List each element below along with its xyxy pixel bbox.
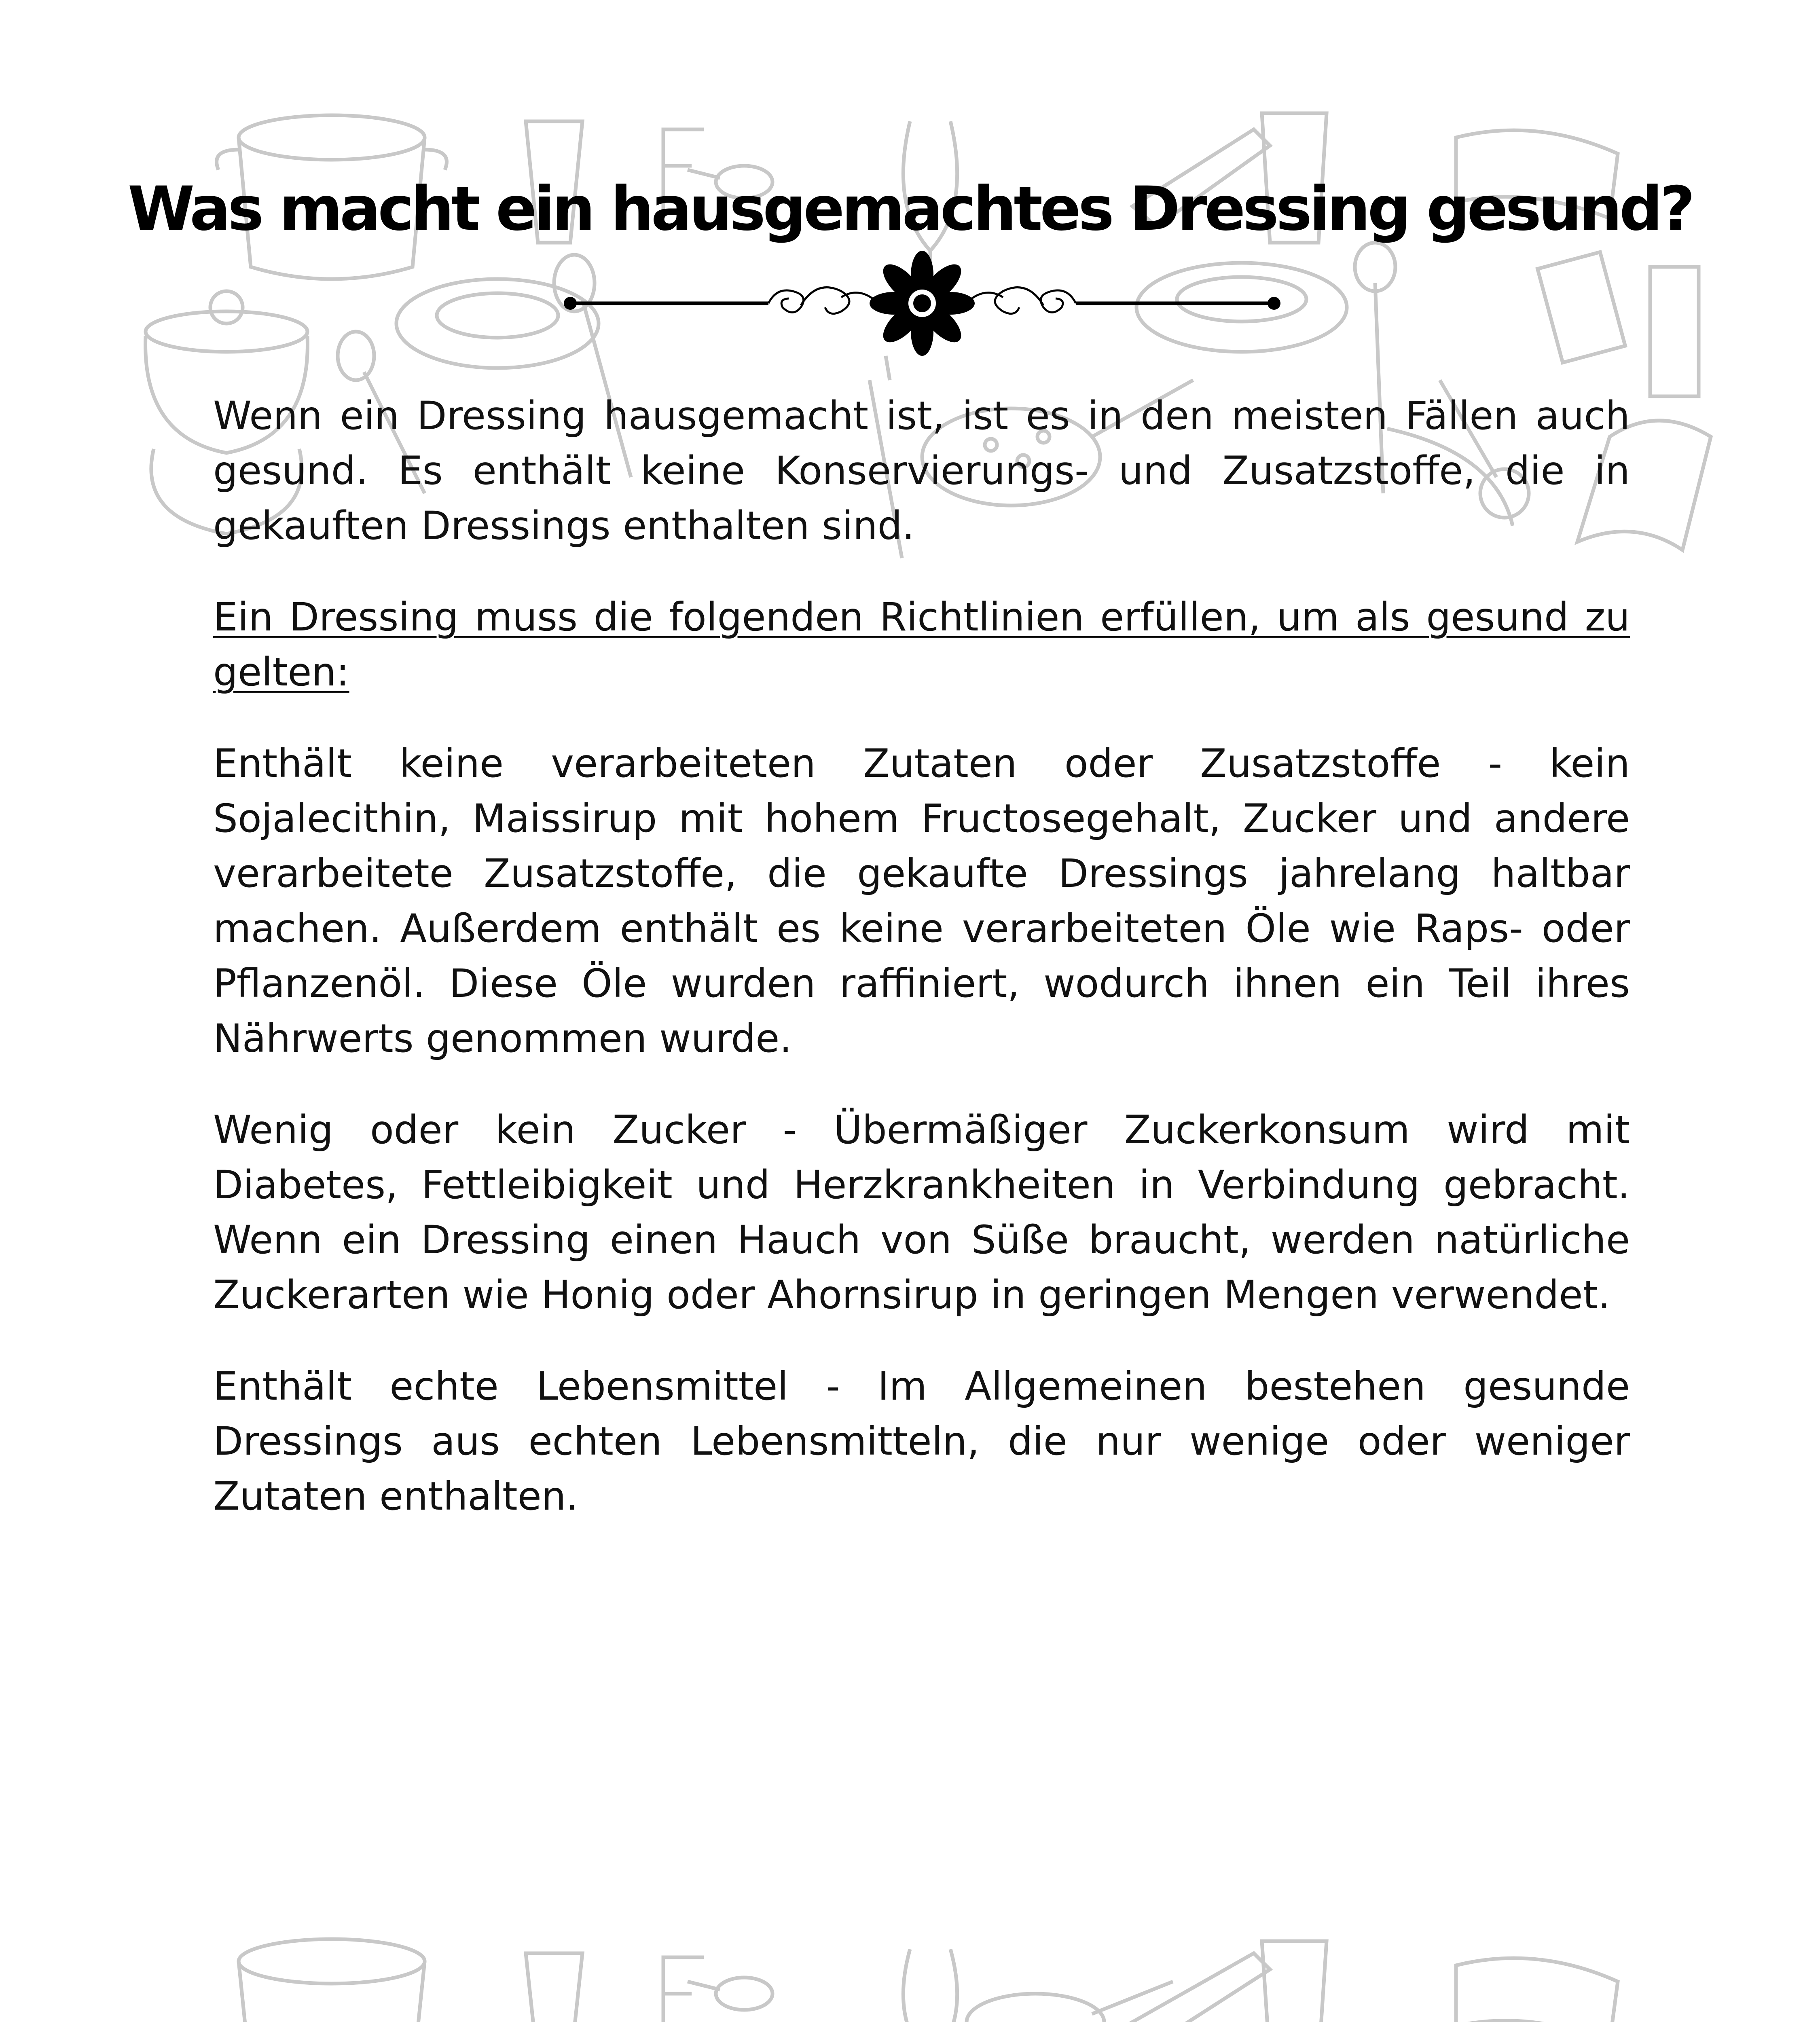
guidelines-heading: Ein Dressing muss die folgenden Richtlinien erfüllen, um als gesund zu gelten: [213,594,1630,695]
body-text [213,388,1630,1560]
page-title: Was macht ein hausgemachtes Dressing gesund? [127,174,1693,244]
guideline-little-sugar: Wenig oder kein Zucker - Übermäßiger Zuckerkonsum wird mit Diabetes, Fettleibigkeit und Herzkrankheiten in Verbindung gebracht. Wenn ein Dressing einen Hauch von Süße braucht, werden natürliche Zuckerarten wie Honig oder Ahornsirup in geringen Mengen verwendet. [213,1107,1630,1318]
flower-divider-icon [558,251,1286,356]
intro-paragraph: Wenn ein Dressing hausgemacht ist, ist es in den meisten Fällen auch gesund. Es enthält keine Konservierungs- und Zusatzstoffe, die in gekauften Dressings enthalten sind. [213,393,1630,548]
kitchen-utensils-background-bottom [0,1909,1820,2022]
guideline-no-processed-ingredients: Enthält keine verarbeiteten Zutaten oder Zusatzstoffe - kein Sojalecithin, Maissirup mit hohem Fructosegehalt, Zucker und andere verarbeitete Zusatzstoffe, die gekaufte Dressings jahrelang haltbar machen. Außerdem enthält es keine verarbeiteten Öle wie Raps- oder Pflanzenöl. Diese Öle wurden raffiniert, wodurch ihnen ein Teil ihres Nährwerts genommen wurde. [213,741,1630,1061]
ornamental-divider [558,251,1286,356]
guideline-real-food: Enthält echte Lebensmittel - Im Allgemeinen bestehen gesunde Dressings aus echten Lebensmitteln, die nur wenige oder weniger Zutaten enthalten. [213,1364,1630,1519]
